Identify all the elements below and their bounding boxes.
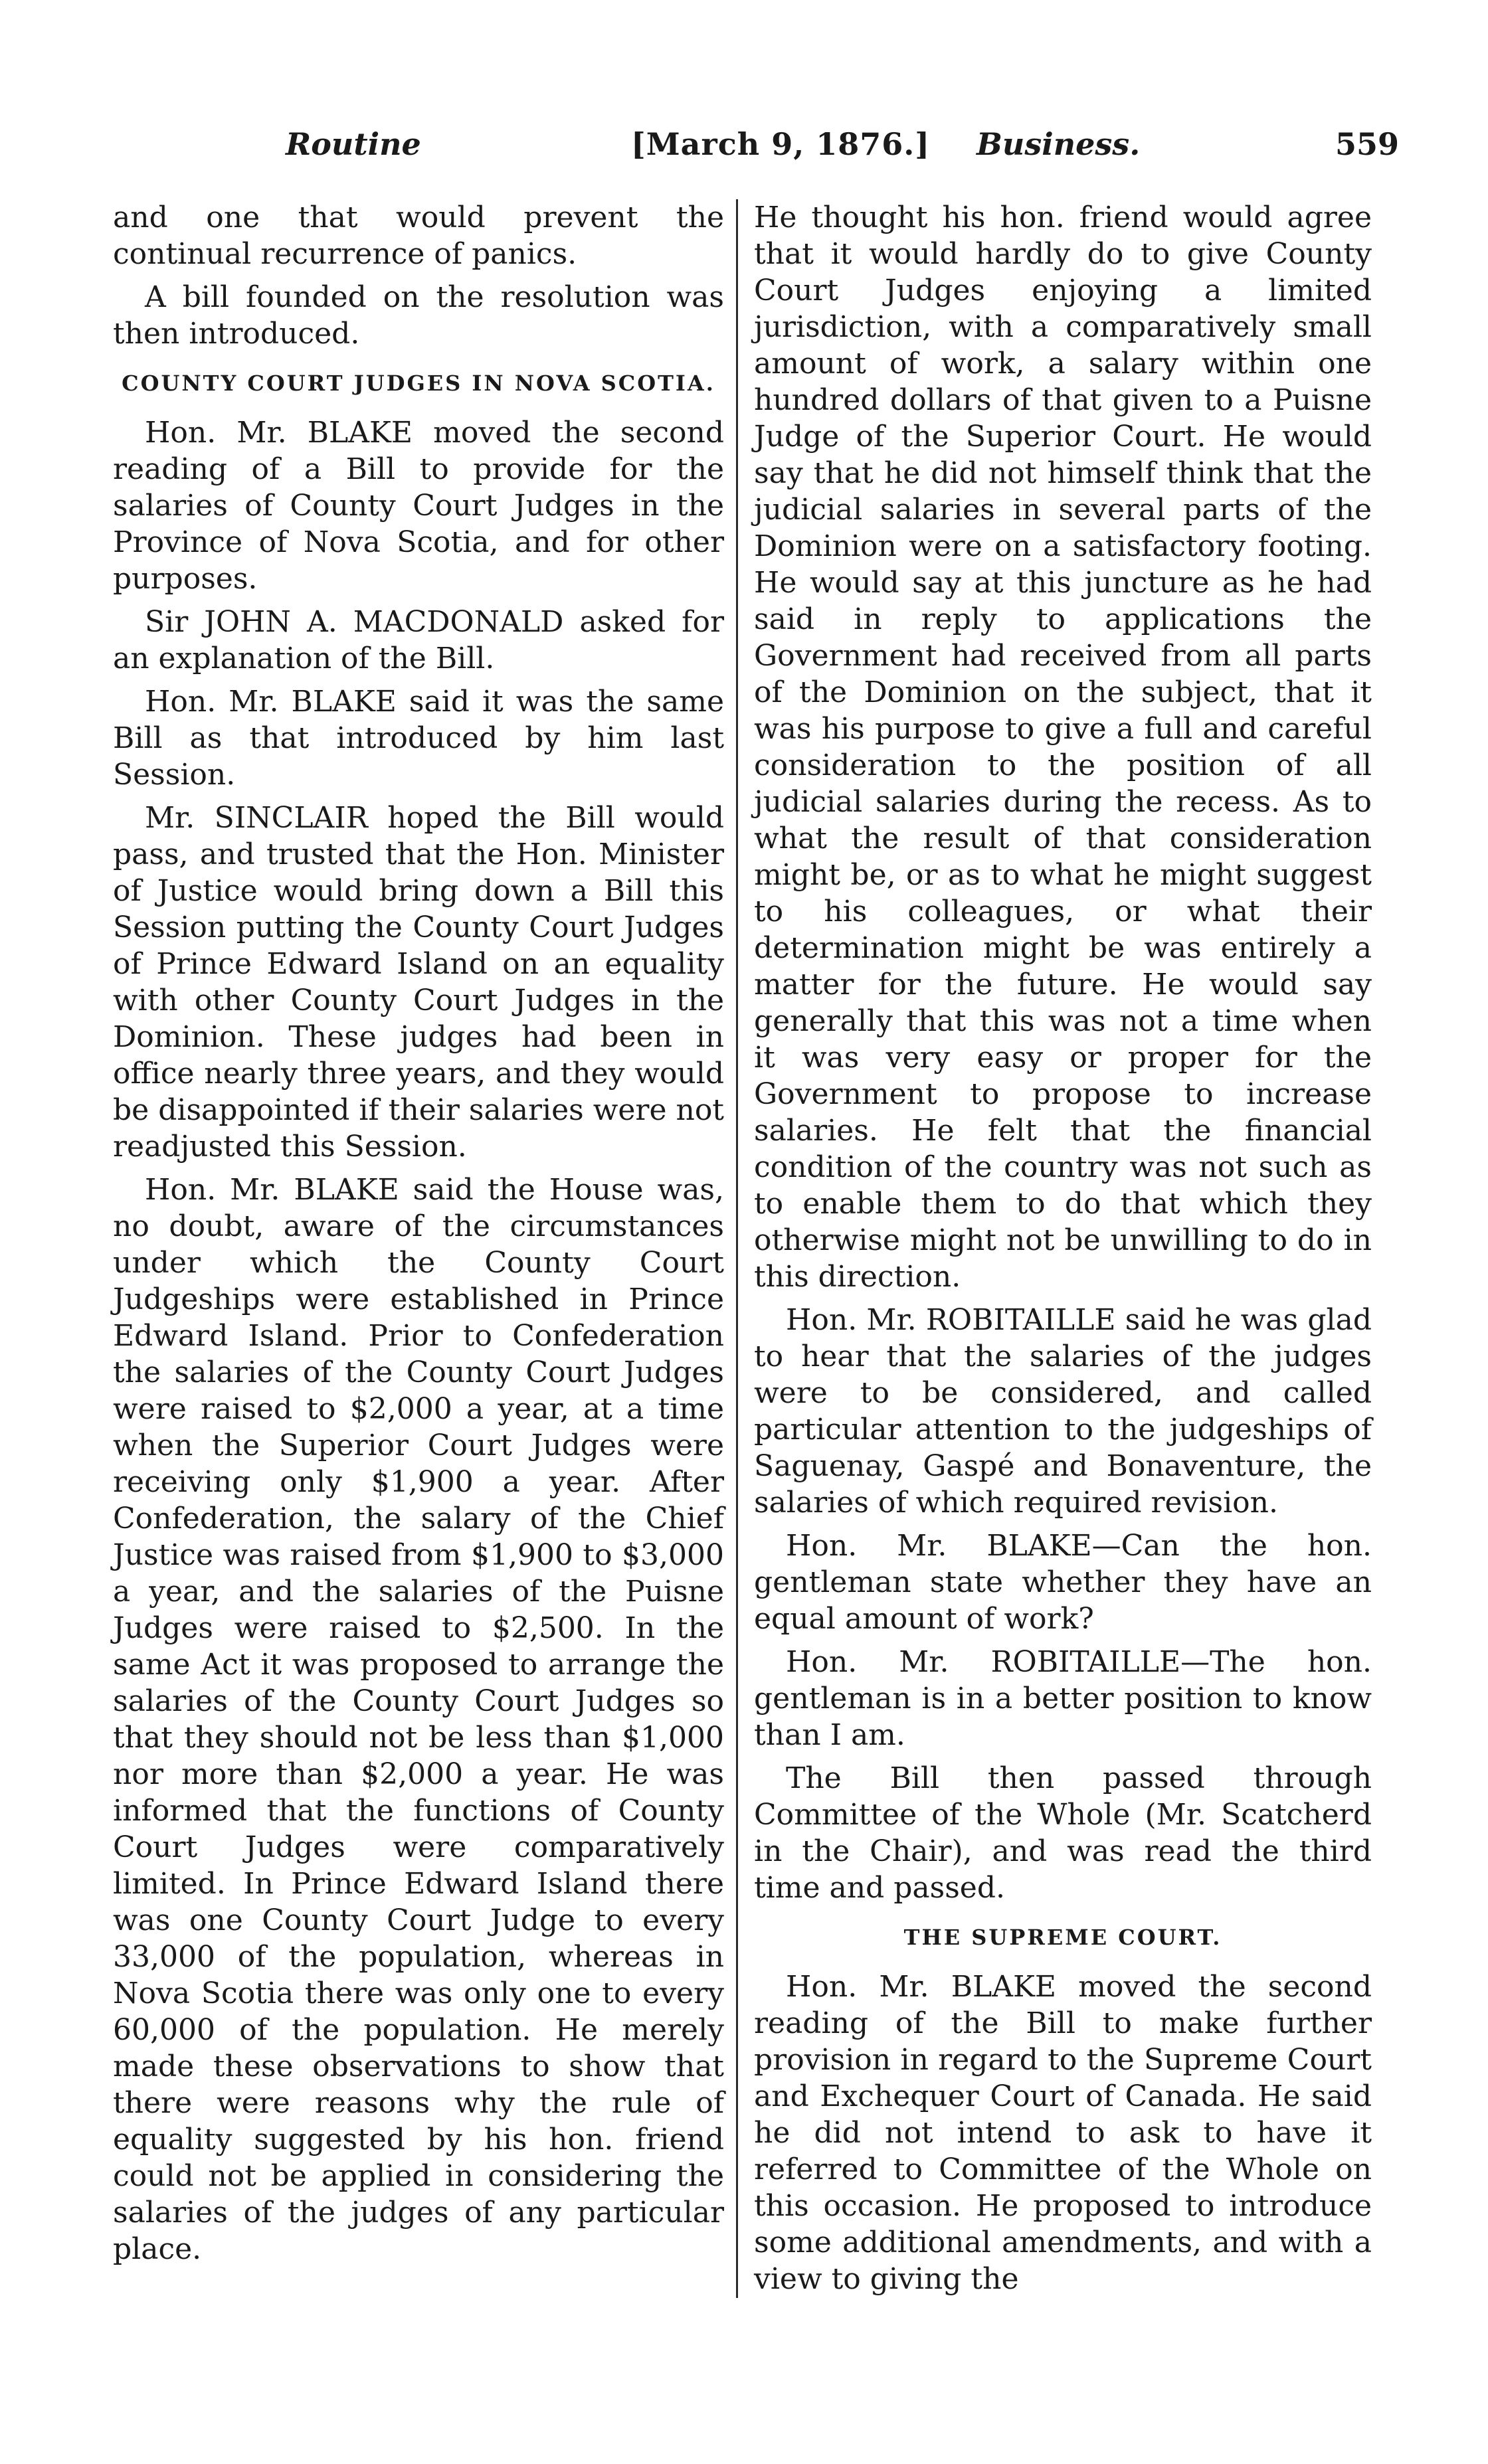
running-header [286, 126, 1415, 173]
paragraph: The Bill then passed through Committee of the Whole (Mr. Scatcherd in the Chair), and was read the third time and passed. [754, 1761, 1372, 1905]
paragraph: He thought his hon. friend would agree that it would hardly do to give County Court Judges enjoying a limited jurisdiction, with a comparatively small amount of work, a salary within one hundred dollars of that given to a Puisne Judge of the Superior Court. He would say that he did not himself think that the judicial salaries in several parts of the Dominion were on a satisfactory footing. He would say at this juncture as he had said in reply to applications the Government had received from all parts of the Dominion on the subject, that it was his purpose to give a full and careful consideration to the position of all judicial salaries during the recess. As to what the result of that consideration might be, or as to what he might suggest to his colleagues, or what their determination might be was entirely a matter for the future. He would say generally that this was not a time when it was very easy or proper for the Government to propose to increase salaries. He felt that the financial condition of the country was not such as to enable them to do that which they otherwise might not be unwilling to do in this direction. [754, 201, 1372, 1294]
header-section-left: Routine [286, 126, 421, 162]
right-column [754, 199, 1372, 2304]
paragraph: Hon. Mr. ROBITAILLE—The hon. gentleman is in a better position to know than I am. [754, 1645, 1372, 1752]
paragraph: Hon. Mr. ROBITAILLE said he was glad to hear that the salaries of the judges were to be considered, and called particular attention to the judgeships of Saguenay, Gaspé and Bonaventure, the salaries of which required revision. [754, 1303, 1372, 1520]
paragraph: A bill founded on the resolution was then introduced. [113, 280, 724, 351]
column-divider [736, 199, 738, 2298]
section-heading: THE SUPREME COURT. [903, 1925, 1222, 1950]
header-section-right: Business. [976, 126, 1141, 162]
paragraph: Sir JOHN A. MACDONALD asked for an explanation of the Bill. [113, 605, 724, 675]
page-number: 559 [1335, 126, 1400, 162]
paragraph: Hon. Mr. BLAKE moved the second reading of a Bill to provide for the salaries of County Court Judges in the Province of Nova Scotia, and for other purposes. [113, 416, 724, 596]
paragraph: and one that would prevent the continual recurrence of panics. [113, 201, 724, 271]
left-column [113, 199, 724, 2274]
paragraph: Hon. Mr. BLAKE said the House was, no doubt, aware of the circumstances under which the County Court Judgeships were established in Prince Edward Island. Prior to Confederation the salaries of the County Court Judges were raised to $2,000 a year, at a time when the Superior Court Judges were receiving only $1,900 a year. After Confederation, the salary of the Chief Justice was raised from $1,900 to $3,000 a year, and the salaries of the Puisne Judges were raised to $2,500. In the same Act it was proposed to arrange the salaries of the County Court Judges so that they should not be less than $1,000 nor more than $2,000 a year. He was informed that the functions of County Court Judges were comparatively limited. In Prince Edward Island there was one County Court Judge to every 33,000 of the population, whereas in Nova Scotia there was only one to every 60,000 of the population. He merely made these observations to show that there were reasons why the rule of equality suggested by his hon. friend could not be applied in considering the salaries of the judges of any particular place. [113, 1173, 724, 2266]
paragraph: Mr. SINCLAIR hoped the Bill would pass, and trusted that the Hon. Minister of Justice would bring down a Bill this Session putting the County Court Judges of Prince Edward Island on an equality with other County Court Judges in the Dominion. These judges had been in office nearly three years, and they would be disappointed if their salaries were not readjusted this Session. [113, 801, 724, 1164]
section-heading: COUNTY COURT JUDGES IN NOVA SCOTIA. [122, 371, 715, 396]
paragraph: Hon. Mr. BLAKE said it was the same Bill as that introduced by him last Session. [113, 685, 724, 792]
paragraph: Hon. Mr. BLAKE moved the second reading of the Bill to make further provision in regard to the Supreme Court and Exchequer Court of Canada. He said he did not intend to ask to have it referred to Committee of the Whole on this occasion. He proposed to introduce some additional amendments, and with a view to giving the [754, 1970, 1372, 2296]
paragraph: Hon. Mr. BLAKE—Can the hon. gentleman state whether they have an equal amount of work? [754, 1529, 1372, 1636]
header-date: [March 9, 1876.] [631, 126, 931, 162]
